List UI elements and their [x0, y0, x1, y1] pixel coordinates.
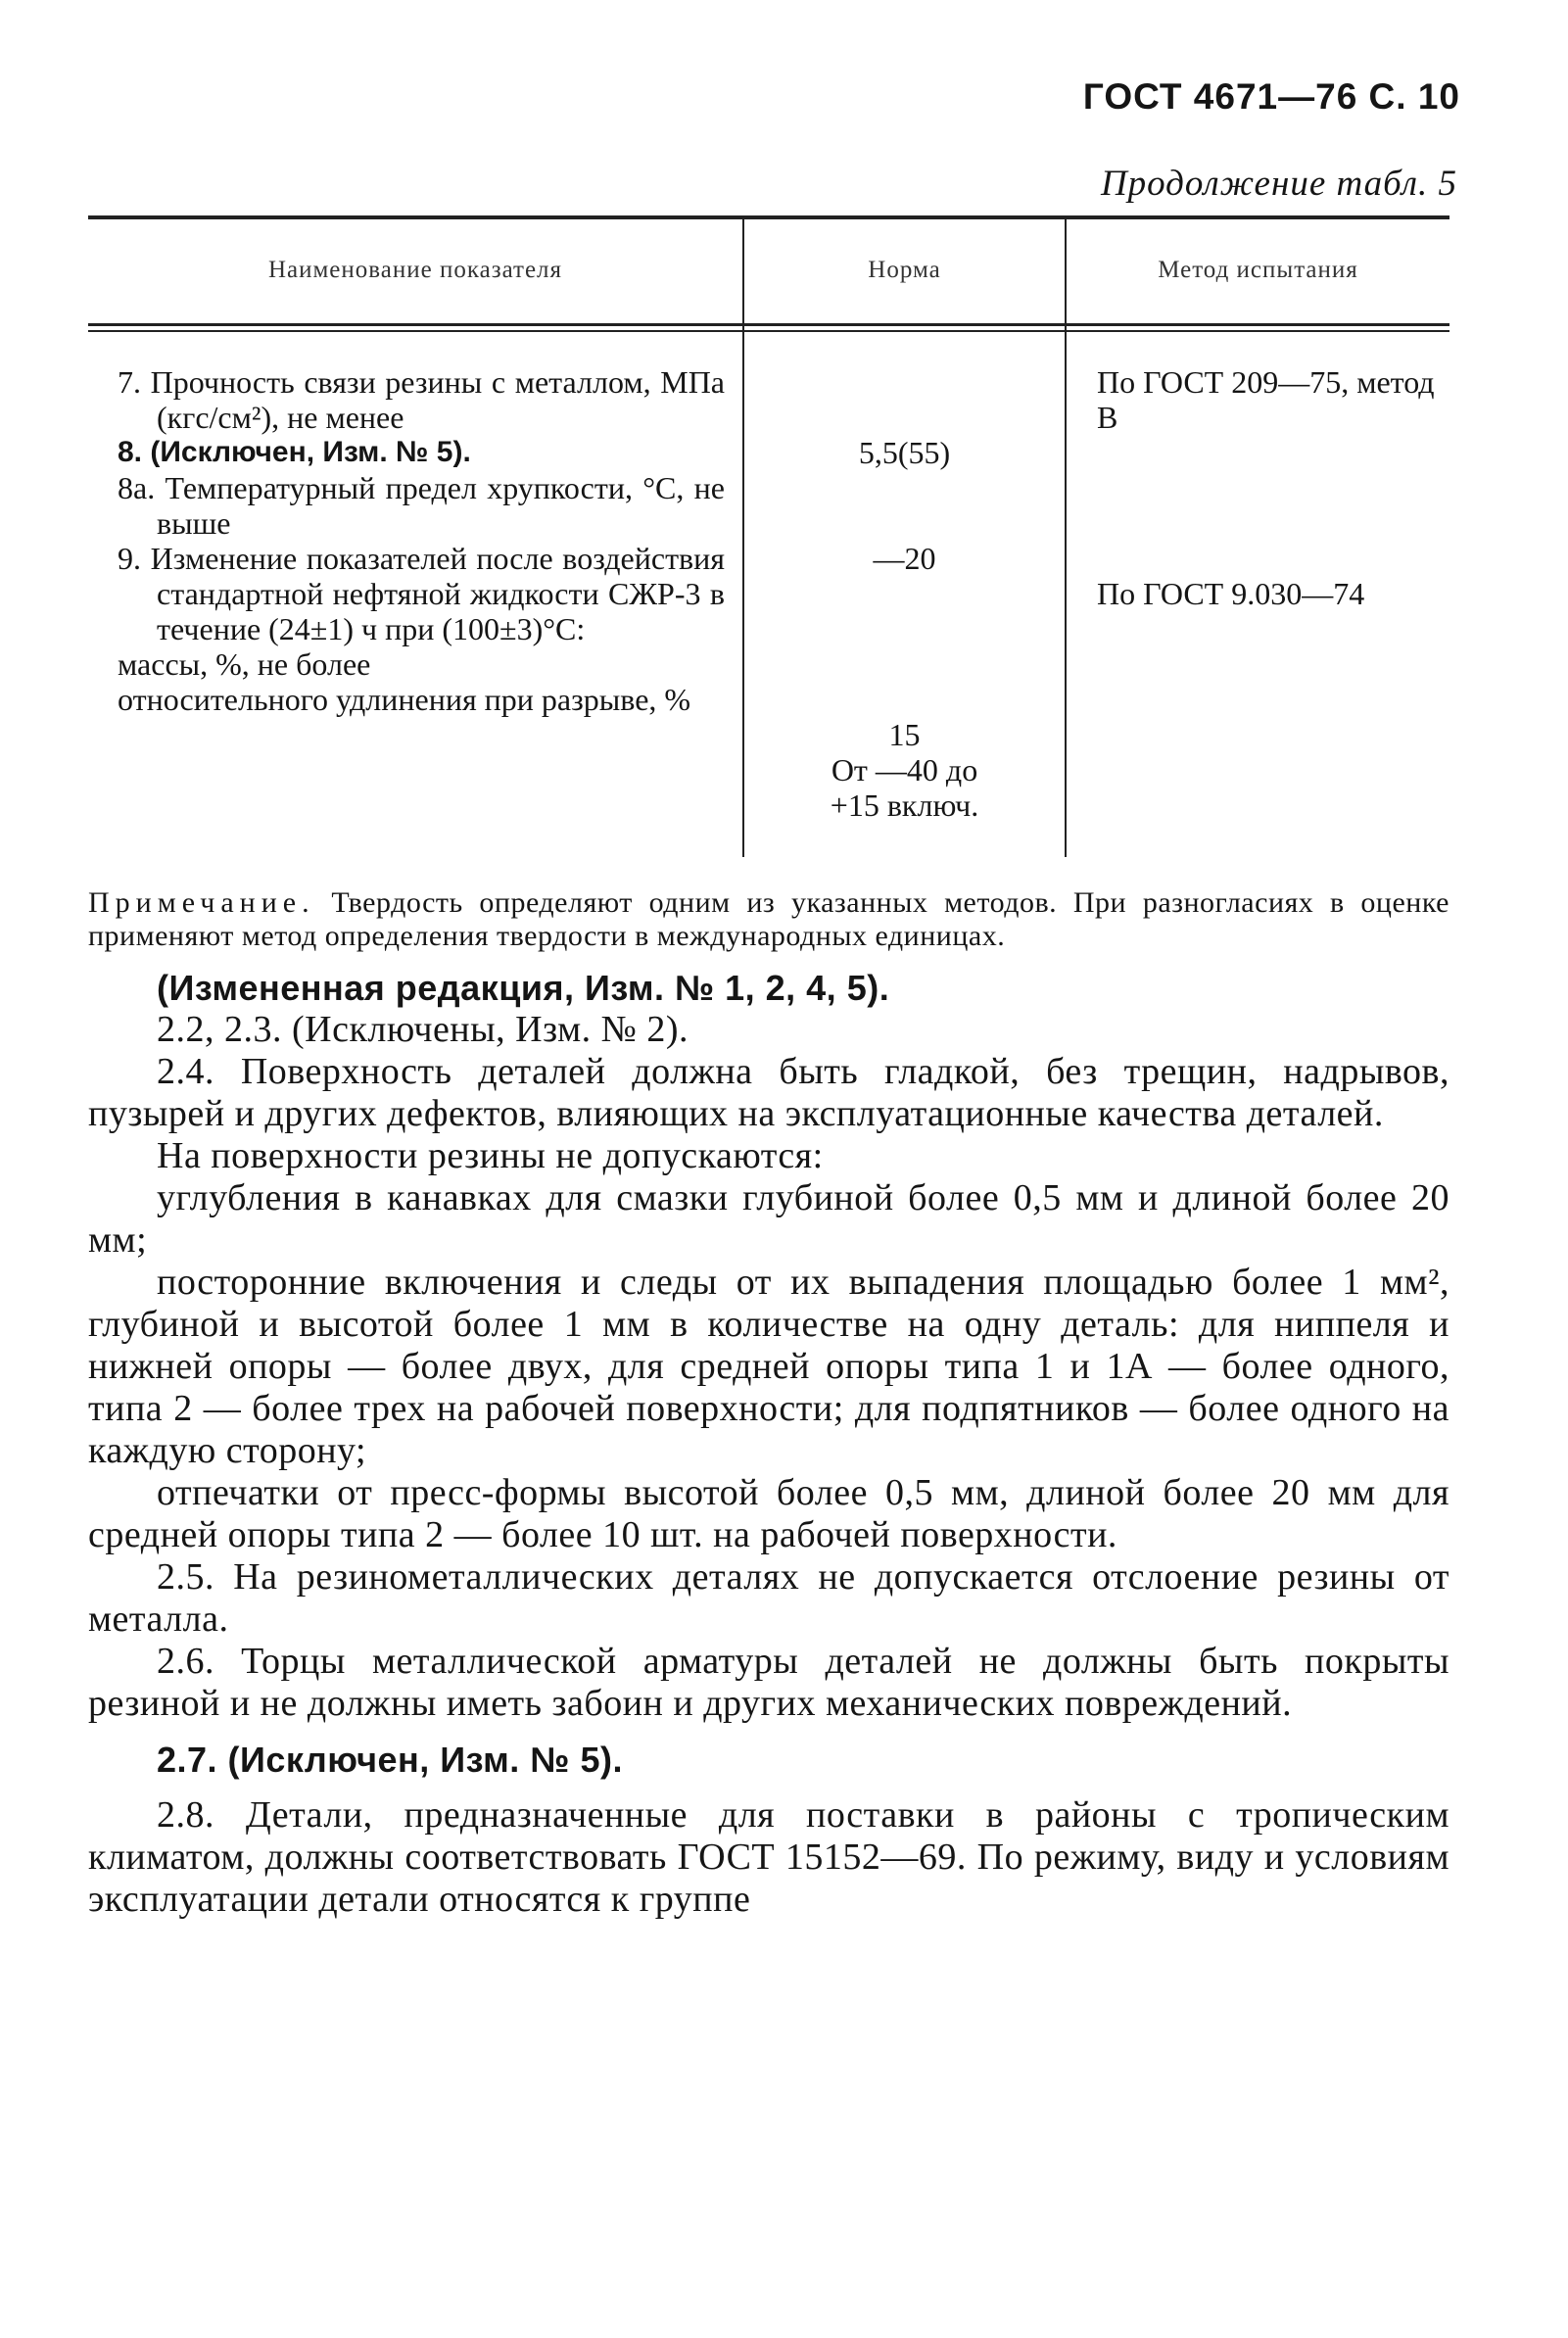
column-header-method: Метод испытания	[1158, 257, 1358, 283]
clause-2-6: 2.6. Торцы металлической арматуры деталей не должны быть покрыты резиной и не должны иметь забоин и других механических повреждений.	[88, 1641, 1449, 1724]
clause-2-7: 2.7. (Исключен, Изм. № 5).	[157, 1740, 623, 1780]
row-9b-name: относительного удлинения при разрыве, %	[118, 682, 691, 717]
clause-2-4-item-imprints: отпечатки от пресс-формы высотой более 0,5 мм, длиной более 20 мм для средней опоры типа 2 — более 10 шт. на рабочей поверхности.	[88, 1472, 1449, 1555]
row-7-norm: 5,5(55)	[858, 435, 951, 470]
row-8a-norm: —20	[873, 541, 936, 576]
page-header: ГОСТ 4671—76 С. 10	[1082, 76, 1460, 117]
row-9b-norm-line1: От —40 до	[831, 752, 978, 787]
row-7-method: По ГОСТ 209—75, метод В	[1097, 364, 1435, 435]
row-9a-norm: 15	[888, 717, 921, 752]
clause-2-2-2-3: 2.2, 2.3. (Исключены, Изм. № 2).	[157, 1009, 689, 1050]
row-9b-norm-line2: +15 включ.	[830, 787, 979, 823]
clause-2-4: 2.4. Поверхность деталей должна быть гладкой, без трещин, надрывов, пузырей и других дефектов, влияющих на эксплуатационные качества деталей.	[88, 1051, 1449, 1134]
header-rule	[88, 323, 1449, 326]
column-header-norm: Норма	[868, 257, 941, 283]
clause-2-8: 2.8. Детали, предназначенные для поставки в районы с тропическим климатом, должны соответствовать ГОСТ 15152—69. По режиму, виду и условиям эксплуатации детали относятся к группе	[88, 1794, 1449, 1920]
properties-table	[88, 215, 1449, 857]
indicator-names	[118, 364, 725, 717]
clause-2-4-item-inclusions: посторонние включения и следы от их выпадения площадью более 1 мм², глубиной и высотой более 1 мм в количестве на одну деталь: для ниппеля и нижней опоры — более двух, для средней опоры типа 1 и 1А — более одного, типа 2 — более трех на рабочей поверхности; для подпятников — более одного на каждую сторону;	[88, 1262, 1449, 1471]
clause-2-5: 2.5. На резинометаллических деталях не допускается отслоение резины от металла.	[88, 1556, 1449, 1640]
column-divider	[1065, 215, 1067, 857]
table-note	[88, 886, 1449, 953]
row-9a-name: массы, %, не более	[118, 646, 371, 682]
row-8-name: 8. (Исключен, Изм. № 5).	[118, 436, 471, 468]
row-8a-name: 8а. Температурный предел хрупкости, °С, не выше	[118, 470, 725, 541]
revision-note: (Измененная редакция, Изм. № 1, 2, 4, 5).	[157, 968, 890, 1008]
row-9-method: По ГОСТ 9.030—74	[1097, 576, 1365, 611]
table-continuation-caption: Продолжение табл. 5	[1100, 164, 1457, 204]
note-text: Твердость определяют одним из указанных методов. При разногласиях в оценке применяют метод определения твердости в международных единицах.	[88, 886, 1449, 952]
note-label: Примечание.	[88, 886, 315, 919]
document-body	[88, 886, 1449, 1921]
header-rule-double	[88, 330, 1449, 332]
clause-2-4-intro: На поверхности резины не допускаются:	[157, 1135, 824, 1176]
table-top-rule	[88, 215, 1449, 219]
clause-2-4-item-grooves: углубления в канавках для смазки глубиной более 0,5 мм и длиной более 20 мм;	[88, 1177, 1449, 1261]
row-7-name: 7. Прочность связи резины с металлом, МПа (кгс/см²), не менее	[118, 364, 725, 435]
row-9-name: 9. Изменение показателей после воздействия стандартной нефтяной жидкости СЖР-3 в течение (24±1) ч при (100±3)°С:	[118, 541, 725, 646]
column-header-name: Наименование показателя	[267, 257, 563, 283]
